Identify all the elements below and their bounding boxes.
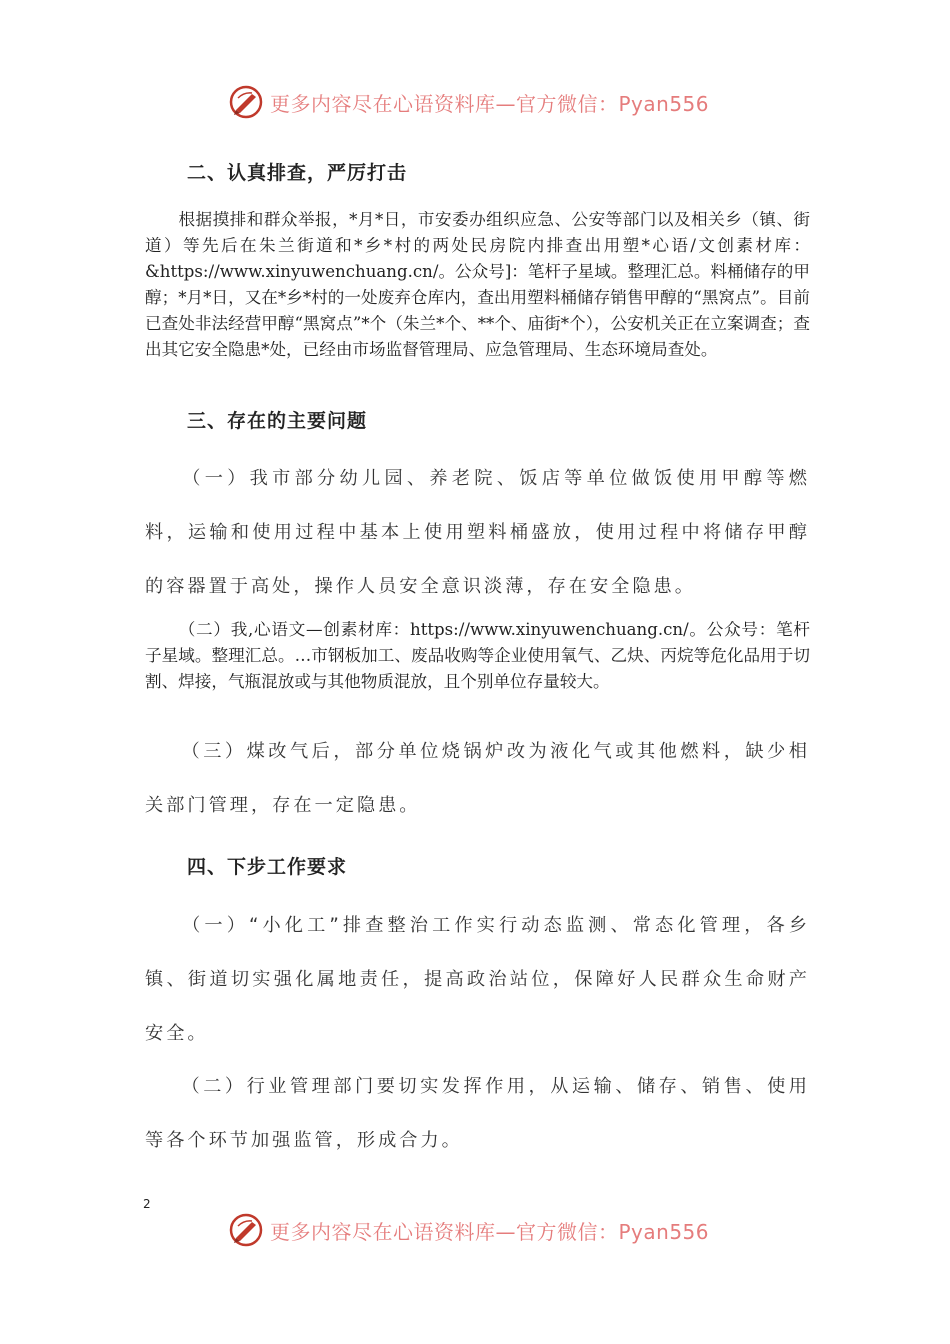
paragraph-text: 根据摸排和群众举报，*月*日，市安委办组织应急、公安等部门以及相关乡（镇、街道）等先后在朱兰街道和*乡*村的两处民房院内排查出用塑*心语/文创素材库：&https://www.xinyuwenchuang.cn/。公众号]：笔杆子星域。整理汇总。料桶储存的甲醇；*月*日，又在*乡*村的一处废弃仓库内，查出用塑料桶储存销售甲醇的“黑窝点”。目前已查处非法经营甲醇“黑窝点”*个（朱兰*个、**个、庙街*个），公安机关正在立案调查；查出其它安全隐患*处，已经由市场监督管理局、应急管理局、生态环境局查处。 [145,210,810,359]
section-heading-3: 三、存在的主要问题 [187,410,368,432]
paragraph-s3-1 [145,452,810,614]
paragraph-s4-1 [145,899,810,1061]
paragraph-s2-1 [145,207,810,363]
paragraph-text: （三）煤改气后，部分单位烧锅炉改为液化气或其他燃料，缺少相关部门管理，存在一定隐患。 [145,741,810,816]
footer-banner [228,1210,709,1250]
pen-logo-icon [228,84,264,120]
paragraph-text: （一）“小化工”排查整治工作实行动态监测、常态化管理，各乡镇、街道切实强化属地责任，提高政治站位，保障好人民群众生命财产安全。 [145,915,810,1044]
paragraph-s4-2 [145,1060,810,1168]
paragraph-text: （二）我,心语文—创素材库：https://www.xinyuwenchuang.cn/。公众号：笔杆子星域。整理汇总。…市钢板加工、废品收购等企业使用氧气、乙炔、丙烷等危化品用于切割、焊接，气瓶混放或与其他物质混放，且个别单位存量较大。 [145,620,810,691]
header-banner [228,82,709,122]
paragraph-text: （二）行业管理部门要切实发挥作用，从运输、储存、销售、使用等各个环节加强监管，形成合力。 [145,1076,810,1151]
paragraph-s3-3 [145,725,810,833]
section-heading-2: 二、认真排查，严厉打击 [187,162,408,184]
banner-text: 更多内容尽在心语资料库—官方微信：Pyan556 [270,91,710,116]
pen-logo-icon [228,1212,264,1248]
paragraph-text: （一）我市部分幼儿园、养老院、饭店等单位做饭使用甲醇等燃料，运输和使用过程中基本上使用塑料桶盛放，使用过程中将储存甲醇的容器置于高处，操作人员安全意识淡薄，存在安全隐患。 [145,468,810,597]
banner-text: 更多内容尽在心语资料库—官方微信：Pyan556 [270,1219,710,1244]
paragraph-s3-2 [145,617,810,695]
section-heading-4: 四、下步工作要求 [187,856,348,878]
page-number: 2 [143,1197,151,1211]
